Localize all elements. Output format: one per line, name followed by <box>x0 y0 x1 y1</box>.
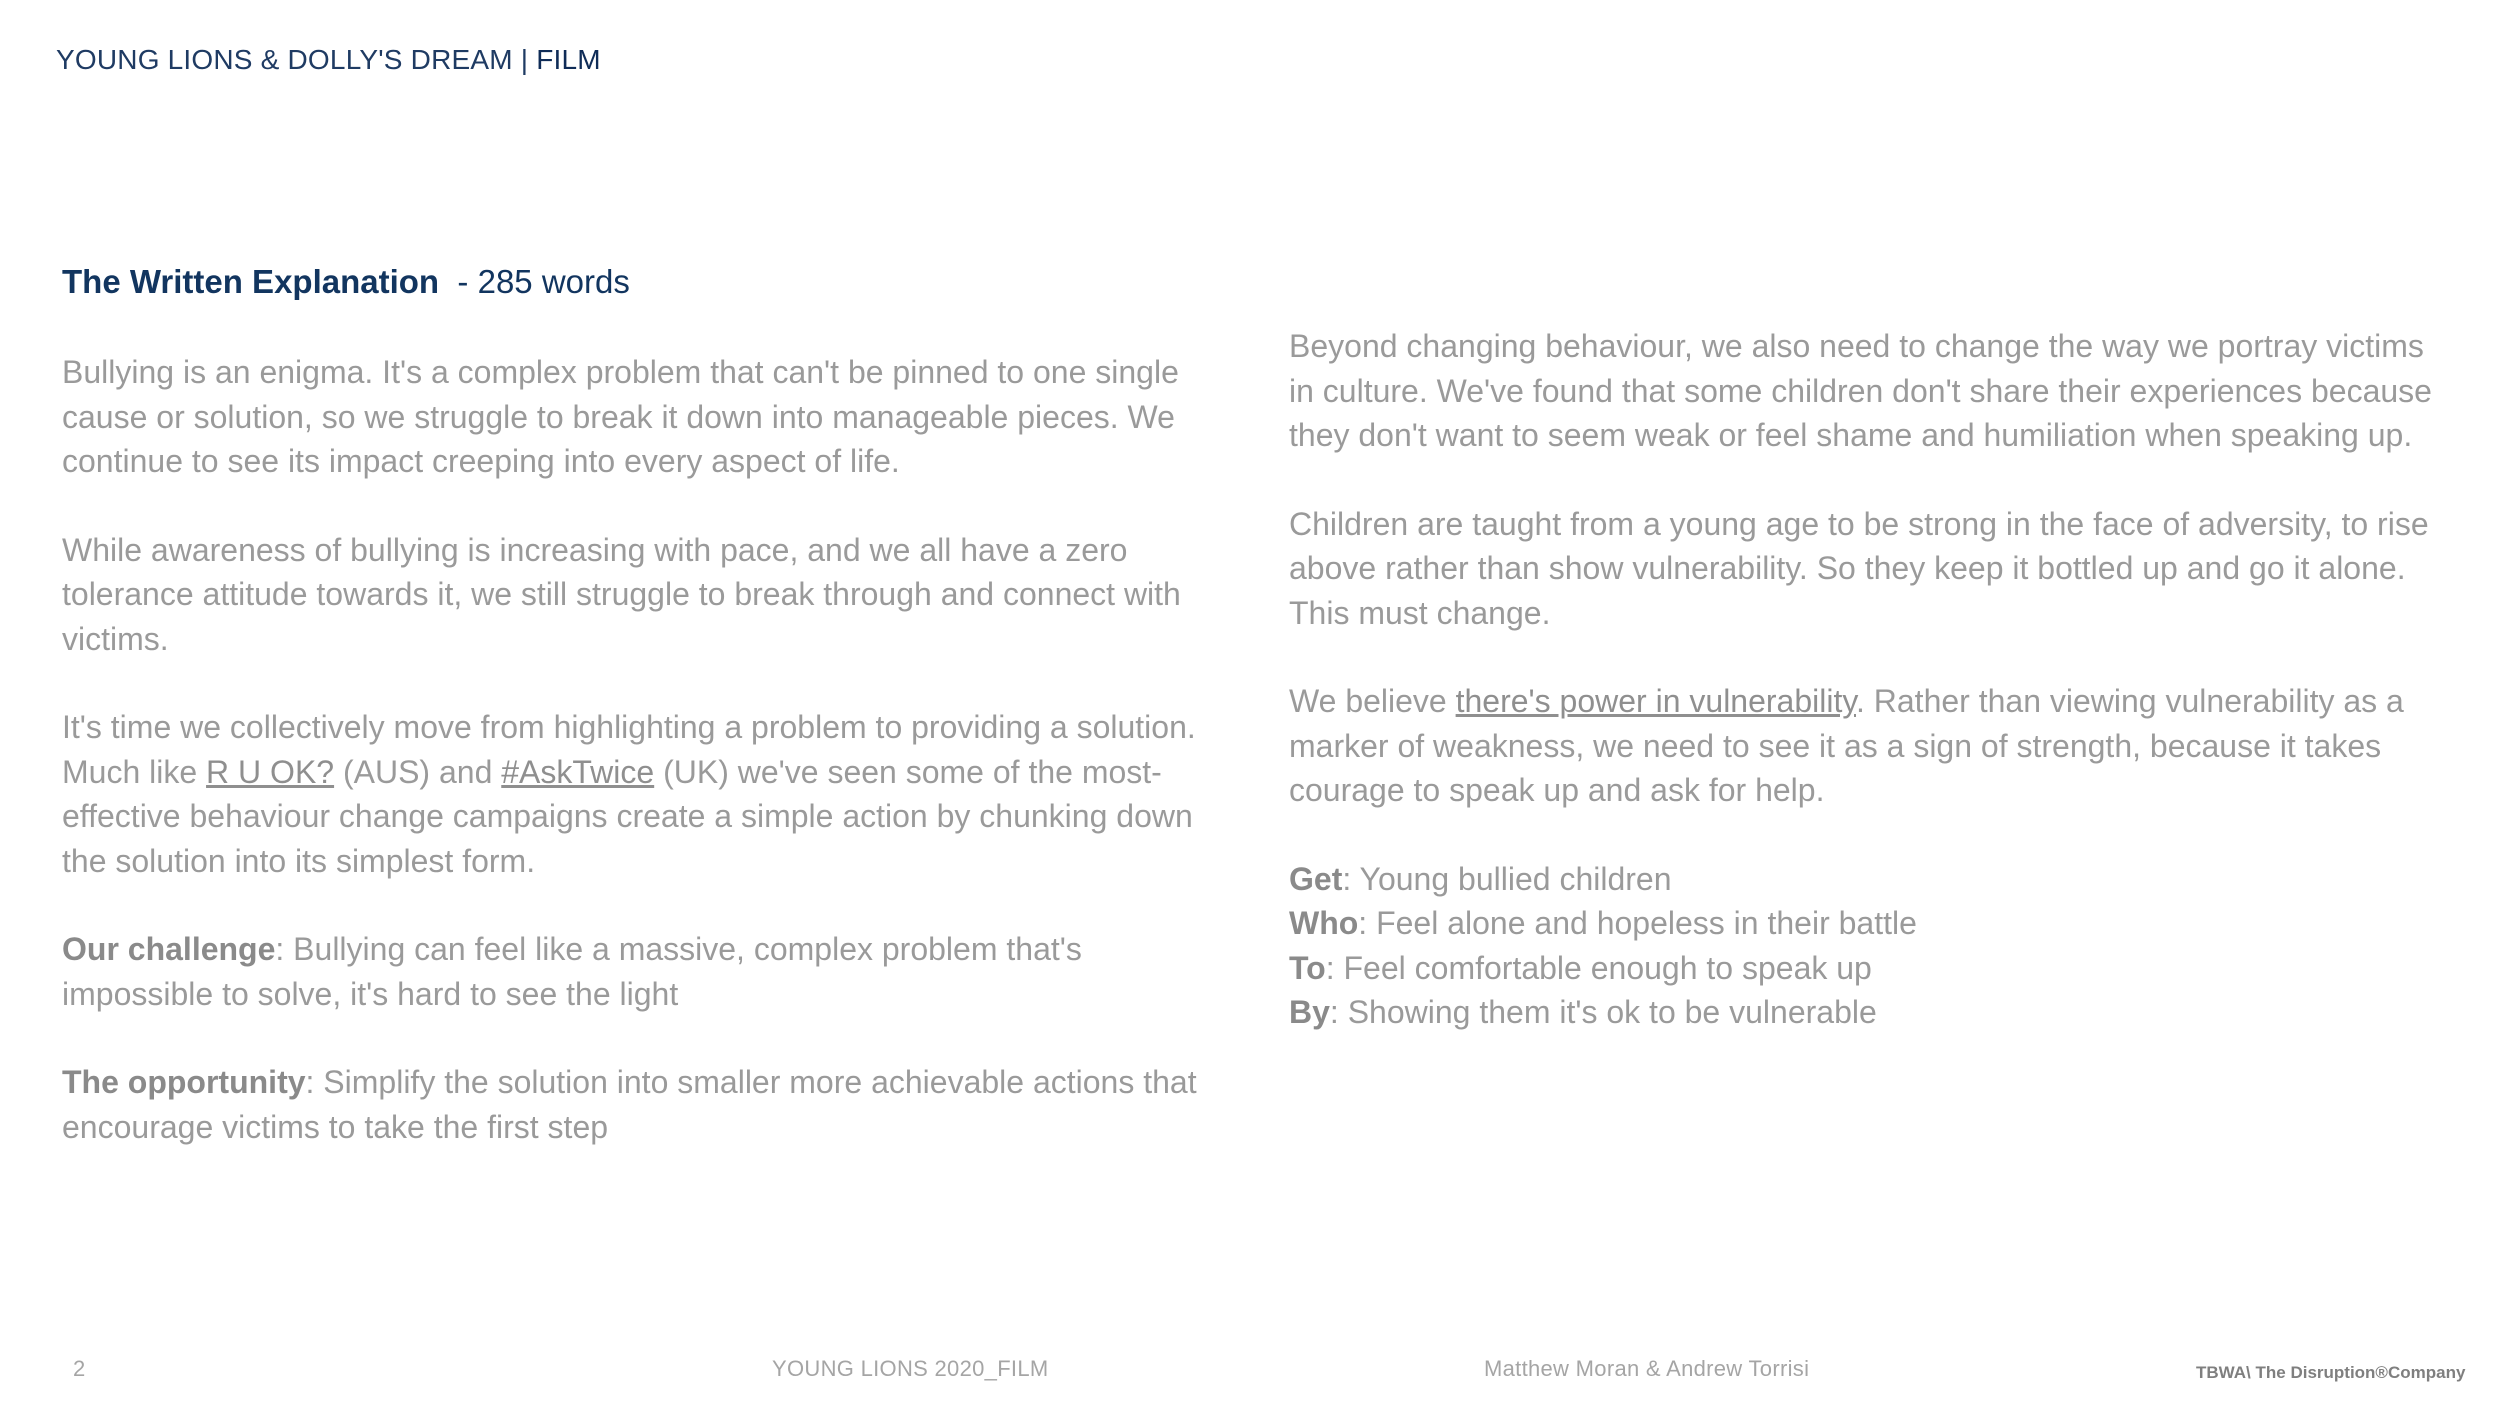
page-number: 2 <box>73 1356 86 1381</box>
link-r-u-ok[interactable]: R U OK? <box>206 753 335 790</box>
gwtb-label: Who <box>1289 905 1359 941</box>
opportunity-label: The opportunity <box>62 1064 306 1100</box>
gwtb-label: To <box>1289 949 1326 986</box>
header-film: FILM <box>536 44 601 75</box>
paragraph-enigma: Bullying is an enigma. It's a complex problem that can't be pinned to one single cause or solution, so we struggle to break it down into manageable pieces. We continue to see its impact creeping into every aspect of life. <box>62 354 1179 479</box>
link-ask-twice[interactable]: #AskTwice <box>501 753 655 790</box>
get-who-to-by-list <box>1289 857 2449 1035</box>
paragraph-collective-move-a: It's time we collectively move from highlighting a problem to providing a solution. Much like <box>62 709 1196 790</box>
paragraph-awareness: While awareness of bullying is increasing with pace, and we all have a zero tolerance attitude towards it, we still struggle to break through and connect with victims. <box>62 531 1181 657</box>
gwtb-row-to <box>1289 946 2449 991</box>
gwtb-text: : Young bullied children <box>1342 860 1672 897</box>
gwtb-text: : Feel comfortable enough to speak up <box>1325 949 1872 986</box>
link-power-in-vulnerability[interactable]: there's power in vulnerability <box>1455 683 1856 719</box>
right-column <box>1289 324 2449 1035</box>
footer-authors: Matthew Moran & Andrew Torrisi <box>1484 1356 1810 1381</box>
section-title-wordcount: - 285 words <box>439 263 630 300</box>
paragraph-power-vulnerability-a: We believe <box>1289 683 1456 719</box>
challenge-text: : Bullying can feel like a massive, complex problem that's impossible to solve, it's hard to see the light <box>62 931 1082 1012</box>
section-title-bold: The Written Explanation <box>62 263 440 300</box>
challenge-label: Our challenge <box>62 931 276 967</box>
gwtb-row-get <box>1289 857 2449 902</box>
page-header <box>56 44 601 76</box>
gwtb-label: Get <box>1289 860 1343 897</box>
tbwa-logo: TBWA\ The Disruption®Company <box>2196 1363 2466 1382</box>
gwtb-label: By <box>1289 994 1330 1030</box>
paragraph-challenge <box>62 927 1202 1016</box>
section-title <box>62 258 1202 306</box>
header-prefix: YOUNG LIONS & DOLLY'S DREAM | <box>56 44 537 75</box>
opportunity-text: : Simplify the solution into smaller more achievable actions that encourage victims to take the first step <box>62 1064 1197 1145</box>
paragraph-power-vulnerability <box>1289 679 2449 813</box>
left-column <box>62 258 1202 1193</box>
paragraph-collective-move-c: (UK) we've seen some of the most-effective behaviour change campaigns create a simple action by chunking down the solution into its simplest form. <box>62 753 1193 879</box>
paragraph-power-vulnerability-b: . Rather than viewing vulnerability as a marker of weakness, we need to see it as a sign of strength, because it takes courage to speak up and ask for help. <box>1289 683 2404 808</box>
paragraph-opportunity <box>62 1060 1202 1149</box>
paragraph-collective-move <box>62 705 1202 883</box>
gwtb-row-who <box>1289 901 2449 946</box>
paragraph-beyond-behaviour: Beyond changing behaviour, we also need to change the way we portray victims in culture. We've found that some children don't share their experiences because they don't want to seem weak or feel shame and humiliation when speaking up. <box>1289 328 2432 453</box>
gwtb-row-by <box>1289 990 2449 1035</box>
paragraph-collective-move-b: (AUS) and <box>334 753 502 790</box>
paragraph-children-taught: Children are taught from a young age to be strong in the face of adversity, to rise above rather than show vulnerability. So they keep it bottled up and go it alone. This must change. <box>1289 505 2429 631</box>
footer-title: YOUNG LIONS 2020_FILM <box>772 1356 1049 1381</box>
gwtb-text: : Showing them it's ok to be vulnerable <box>1329 994 1877 1030</box>
gwtb-text: : Feel alone and hopeless in their battle <box>1358 905 1917 941</box>
